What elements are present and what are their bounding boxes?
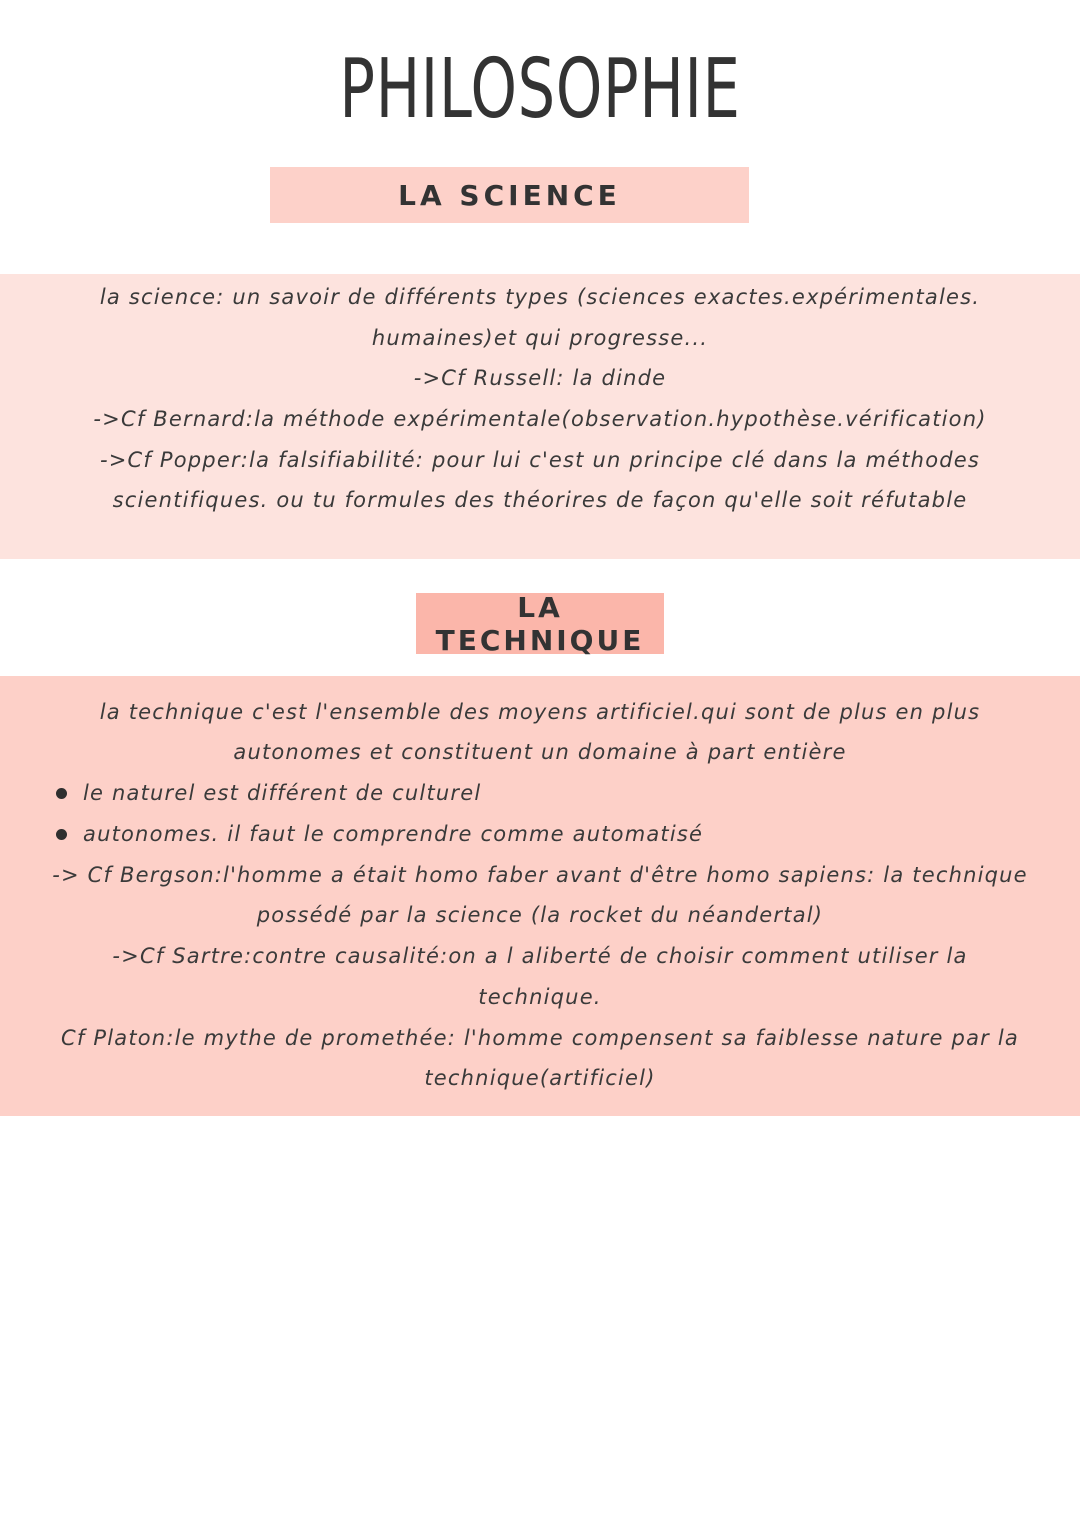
bullet-item — [56, 773, 481, 813]
bullet-text: autonomes. il faut le comprendre comme automatisé — [83, 822, 704, 846]
note-line: technique(artificiel) — [424, 1066, 656, 1090]
page-title: PHILOSOPHIE — [339, 42, 741, 137]
bullet-icon — [56, 788, 67, 799]
note-line: possédé par la science (la rocket du néandertal) — [256, 903, 824, 927]
bullet-icon — [56, 829, 67, 840]
note-line: ->Cf Russell: la dinde — [413, 366, 667, 390]
note-line: la science: un savoir de différents types (sciences exactes.expérimentales. — [99, 285, 981, 309]
note-line: la technique c'est l'ensemble des moyens artificiel.qui sont de plus en plus — [99, 700, 981, 724]
note-line: ->Cf Popper:la falsifiabilité: pour lui c'est un principe clé dans la méthodes — [99, 448, 981, 472]
note-line: technique. — [478, 985, 602, 1009]
note-line: -> Cf Bergson:l'homme a était homo faber avant d'être homo sapiens: la technique — [52, 863, 1028, 887]
note-line: Cf Platon:le mythe de promethée: l'homme compensent sa faiblesse nature par la — [61, 1026, 1019, 1050]
section-heading-technique: LA TECHNIQUE — [416, 593, 664, 654]
science-notes-box — [0, 274, 1080, 559]
note-line: ->Cf Bernard:la méthode expérimentale(observation.hypothèse.vérification) — [93, 407, 987, 431]
bullet-item — [56, 814, 703, 854]
note-line: autonomes et constituent un domaine à part entière — [233, 740, 847, 764]
technique-notes-box — [0, 676, 1080, 1116]
bullet-text: le naturel est différent de culturel — [83, 781, 482, 805]
note-line: scientifiques. ou tu formules des théorires de façon qu'elle soit réfutable — [112, 488, 968, 512]
note-line: humaines)et qui progresse... — [371, 326, 709, 350]
note-line: ->Cf Sartre:contre causalité:on a l aliberté de choisir comment utiliser la — [112, 944, 968, 968]
section-heading-science: LA SCIENCE — [270, 167, 749, 223]
